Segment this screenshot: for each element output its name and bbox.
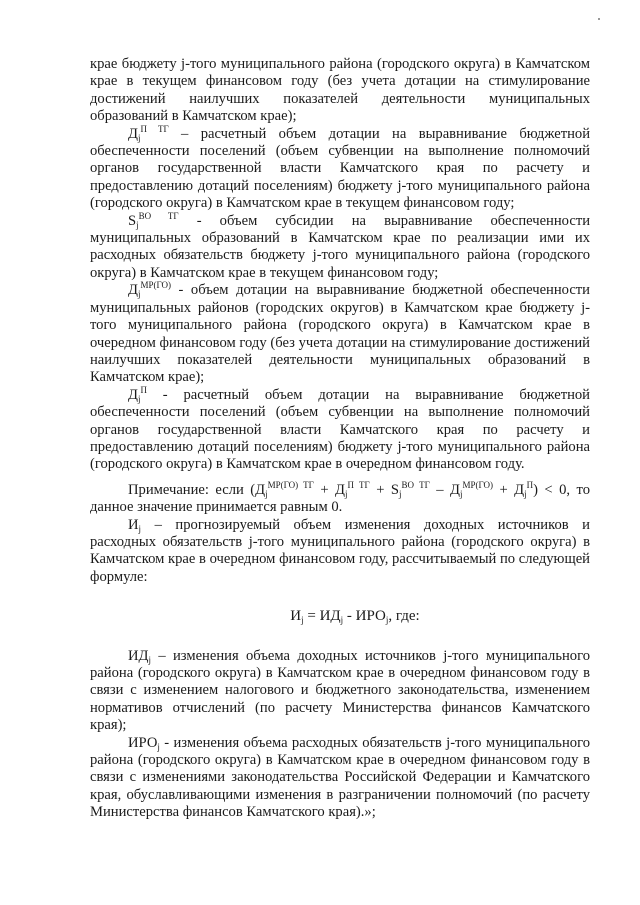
definition-text: – расчетный объем дотации на выравнивание бюджетной обеспеченности поселений (объем субвенции на выполнение полномочий органов государственной власти Камчатского края по расчету и предоставлению дотаций поселениям) бюджету j-того муниципального района (городского округа) в Камчатском крае в текущем финансовом году; — [90, 125, 590, 212]
symbol-superscript: МР(ГО) — [140, 280, 171, 291]
symbol-superscript: П ТГ — [347, 479, 370, 490]
formula-subscript: j — [301, 615, 304, 626]
definition-text: - объем субсидии на выравнивание обеспеченности муниципальных образований в Камчатском крае по реализации ими их расходных обязательств бюджету j-того муниципального района (городского округа) в Камчатском крае в текущем финансовом году; — [90, 212, 591, 281]
formula-part: , где: — [388, 608, 420, 625]
symbol-superscript: П — [140, 384, 147, 395]
paragraph-continuation — [90, 56, 590, 126]
symbol: И — [128, 516, 139, 533]
definition-dotation-districts-next — [90, 282, 590, 386]
spacer — [90, 626, 590, 648]
symbol: Д — [128, 125, 138, 142]
note-text: Примечание: если (Д — [128, 481, 266, 498]
note-text: ) < 0, то данное значение принимается равным 0. — [90, 481, 590, 516]
definition-text: – прогнозируемый объем изменения доходных источников и расходных обязательств j-того муниципального района (городского округа) в Камчатском крае в очередном финансовом году, рассчитываемый по следующей формуле: — [90, 516, 590, 585]
definition-text: – изменения объема доходных источников j-того муниципального района (городского округа) в Камчатском крае в очередном финансовом году в связи с изменением налогового и бюджетного законодательства, изменением нормативов отчислений (по расчету Министерства финансов Камчатского края); — [90, 647, 590, 734]
formula — [90, 608, 590, 625]
spacer — [90, 586, 590, 608]
symbol: S — [128, 212, 137, 229]
symbol: Д — [128, 282, 138, 299]
symbol-subscript: j — [399, 488, 402, 499]
scan-speck — [598, 18, 600, 20]
symbol-superscript: ВО ТГ — [138, 210, 179, 221]
symbol-subscript: j — [136, 219, 139, 230]
note-text: + S — [369, 481, 400, 498]
symbol-subscript: j — [138, 523, 142, 534]
symbol-subscript: j — [148, 654, 152, 665]
spacer — [90, 474, 590, 482]
definition-subsidy-current — [90, 210, 591, 283]
document-body — [90, 56, 590, 822]
note-text: + Д — [313, 481, 345, 498]
symbol-subscript: j — [265, 488, 268, 499]
note-text: – Д — [429, 481, 460, 498]
symbol-subscript: j — [157, 741, 160, 752]
symbol-superscript: П ТГ — [140, 123, 169, 134]
definition-text: - объем дотации на выравнивание бюджетной обеспеченности муниципальных районов (городских округов) в Камчатском крае бюджету j-того муниципального района (городского округа) в Камчатском крае в очередном финансовом году (без учета дотации на стимулирование достижений наилучших показателей деятельности муниципальных образований в Камчатском крае); — [90, 282, 590, 386]
symbol-subscript: j — [137, 132, 141, 143]
definition-income-sources — [90, 648, 590, 735]
definition-text: - расчетный объем дотации на выравнивание бюджетной обеспеченности поселений (объем субвенции на выполнение полномочий органов государственной власти Камчатского края по расчету и предоставлению дотаций поселениям) бюджету j-того муниципального района (городского округа) в Камчатском крае в очередном финансовом году. — [90, 386, 590, 473]
definition-income-change — [90, 517, 590, 587]
symbol-subscript: j — [344, 488, 348, 499]
definition-dotation-settlements-next — [90, 384, 590, 474]
definition-dotation-settlements-current — [90, 123, 590, 213]
note-text: + Д — [492, 481, 525, 498]
formula-part: - ИРО — [343, 608, 386, 625]
definition-expense-obligations — [90, 735, 590, 822]
formula-subscript: j — [385, 615, 389, 626]
definition-text: - изменения объема расходных обязательств j-того муниципального района (городского округа) в Камчатском крае в очередном финансовом году в связи с изменениями законодательства Российской Федерации и Камчатского края, обуславливающими изменения в разграничении полномочий (по расчету Министерства финансов Камчатского края).»; — [90, 734, 590, 821]
symbol: ИД — [128, 647, 149, 664]
symbol: Д — [128, 386, 138, 403]
formula-part: И — [290, 608, 302, 625]
symbol-superscript: ВО ТГ — [401, 479, 430, 490]
formula-subscript: j — [340, 615, 344, 626]
symbol-superscript: МР(ГО) — [462, 479, 493, 490]
symbol-subscript: j — [137, 289, 141, 300]
note-paragraph — [90, 479, 590, 517]
symbol-superscript: МР(ГО) ТГ — [267, 479, 314, 490]
symbol: ИРО — [128, 734, 158, 751]
symbol-subscript: j — [459, 488, 463, 499]
symbol-subscript: j — [524, 488, 527, 499]
symbol-superscript: П — [526, 479, 534, 490]
paragraph-text: крае бюджету j-того муниципального района (городского округа) в Камчатском крае в текущем финансовом году (без учета дотации на стимулирование достижений наилучших показателей деятельности муниципальных образований в Камчатском крае); — [90, 56, 590, 125]
formula-part: = ИД — [303, 608, 341, 625]
symbol-subscript: j — [137, 393, 141, 404]
